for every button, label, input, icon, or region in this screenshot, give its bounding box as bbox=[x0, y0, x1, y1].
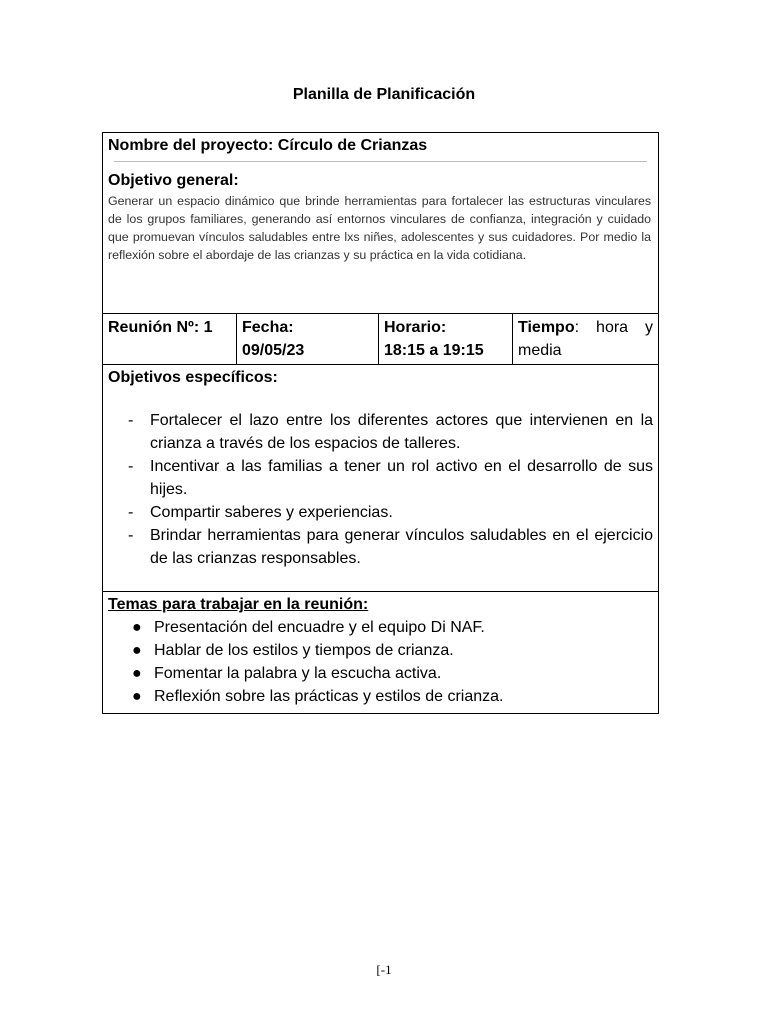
general-objective-label: Objetivo general: bbox=[108, 172, 239, 189]
meeting-number-cell bbox=[103, 314, 237, 365]
list-item bbox=[108, 501, 653, 524]
list-item-text: Reflexión sobre las prácticas y estilos de crianza. bbox=[154, 688, 504, 705]
dash-icon: - bbox=[128, 527, 134, 544]
list-item bbox=[108, 685, 653, 708]
duration-label: Tiempo bbox=[518, 319, 575, 336]
duration-cell bbox=[513, 314, 659, 365]
project-name: Nombre del proyecto: Círculo de Crianzas bbox=[108, 137, 428, 154]
meeting-number: Reunión Nº: 1 bbox=[108, 319, 213, 336]
list-item bbox=[108, 409, 653, 455]
general-objective-text: Generar un espacio dinámico que brinde herramientas para fortalecer las estructuras vinculares de los grupos familiares, generando así entornos vinculares de confianza, integración y cuidado que promuevan vínculos saludables entre lxs niñes, adolescentes y sus cuidadores. Por medio la reflexión sobre el abordaje de las crianzas y su práctica en la vida cotidiana. bbox=[108, 194, 652, 262]
list-item bbox=[108, 639, 653, 662]
list-item-text: Fortalecer el lazo entre los diferentes actores que intervienen en la crianza a través de los espacios de talleres. bbox=[150, 412, 654, 452]
list-item-text: Presentación del encuadre y el equipo Di NAF. bbox=[154, 619, 485, 636]
list-item bbox=[108, 616, 653, 639]
list-item bbox=[108, 455, 653, 501]
project-cell bbox=[103, 133, 659, 314]
schedule-value: 18:15 a 19:15 bbox=[384, 342, 484, 359]
topics-cell bbox=[103, 592, 659, 714]
schedule-label: Horario: bbox=[384, 319, 447, 336]
page-number: [-1 bbox=[376, 962, 392, 977]
list-item bbox=[108, 662, 653, 685]
list-item-text: Compartir saberes y experiencias. bbox=[150, 504, 393, 521]
dash-icon: - bbox=[128, 412, 134, 429]
planning-table bbox=[102, 132, 659, 714]
page-title: Planilla de Planificación bbox=[292, 86, 476, 103]
specific-objectives-label: Objetivos específicos: bbox=[108, 369, 278, 386]
specific-objectives-cell bbox=[103, 365, 659, 592]
list-item-text: Fomentar la palabra y la escucha activa. bbox=[154, 665, 442, 682]
dash-icon: - bbox=[128, 458, 134, 475]
bullet-icon: ● bbox=[132, 688, 142, 705]
specific-objectives-list bbox=[108, 409, 653, 570]
date-label: Fecha: bbox=[242, 319, 294, 336]
list-item-text: Brindar herramientas para generar vínculos saludables en el ejercicio de las crianzas responsables. bbox=[150, 527, 654, 567]
topics-label: Temas para trabajar en la reunión: bbox=[108, 596, 369, 613]
topics-list bbox=[108, 616, 653, 711]
list-item bbox=[108, 524, 653, 570]
bullet-icon: ● bbox=[132, 665, 142, 682]
bullet-icon: ● bbox=[132, 619, 142, 636]
date-value: 09/05/23 bbox=[242, 342, 305, 359]
duration-value: : hora y media bbox=[518, 319, 654, 359]
separator-line bbox=[114, 161, 647, 162]
dash-icon: - bbox=[128, 504, 134, 521]
list-item-text: Incentivar a las familias a tener un rol activo en el desarrollo de sus hijes. bbox=[150, 458, 654, 498]
list-item-text: Hablar de los estilos y tiempos de crianza. bbox=[154, 642, 454, 659]
schedule-cell bbox=[379, 314, 513, 365]
bullet-icon: ● bbox=[132, 642, 142, 659]
date-cell bbox=[237, 314, 379, 365]
